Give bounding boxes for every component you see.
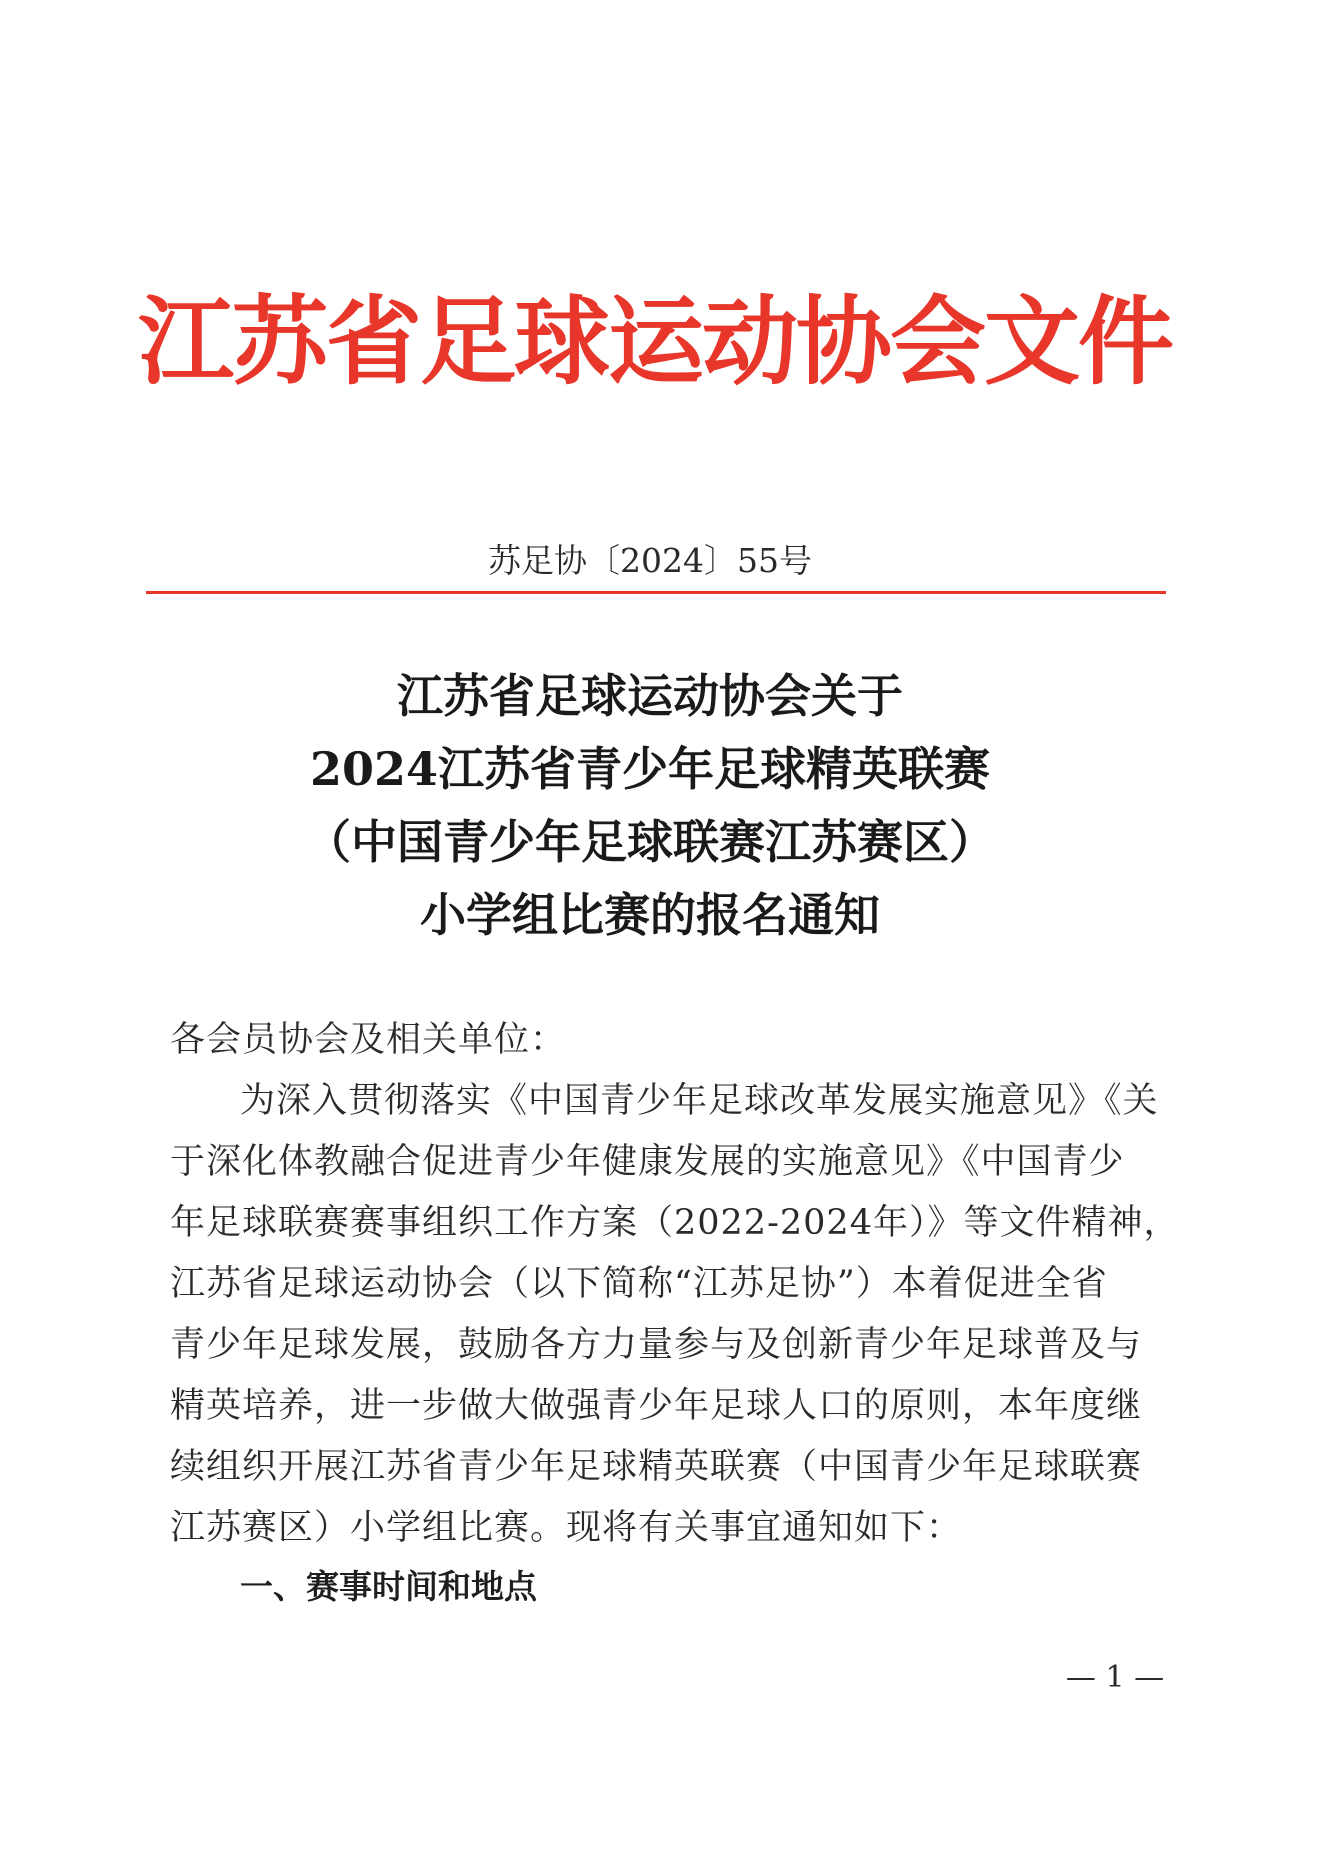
notice-title-line: （中国青少年足球联赛江苏赛区） <box>305 815 995 869</box>
body-line: 精英培养，进一步做大做强青少年足球人口的原则，本年度继 <box>170 1386 1143 1426</box>
body-line: 青少年足球发展，鼓励各方力量参与及创新青少年足球普及与 <box>170 1325 1143 1365</box>
body-line: 续组织开展江苏省青少年足球精英联赛（中国青少年足球联赛 <box>170 1447 1143 1487</box>
notice-title-line: 2024江苏省青少年足球精英联赛 <box>309 742 991 796</box>
red-divider-line <box>146 591 1166 594</box>
body-line: 年足球联赛赛事组织工作方案（2022-2024年）》等文件精神， <box>170 1203 1180 1243</box>
body-line: 江苏赛区）小学组比赛。现将有关事宜通知如下： <box>170 1508 963 1548</box>
body-line: 为深入贯彻落实《中国青少年足球改革发展实施意见》《关 <box>240 1081 1159 1121</box>
section-heading: 一、赛事时间和地点 <box>240 1567 537 1606</box>
notice-title <box>200 660 1100 952</box>
notice-title-line: 小学组比赛的报名通知 <box>420 888 880 942</box>
notice-body <box>170 1010 1180 1559</box>
notice-title-line: 江苏省足球运动协会关于 <box>397 669 903 723</box>
body-line: 江苏省足球运动协会（以下简称“江苏足协”）本着促进全省 <box>170 1264 1108 1304</box>
document-number: 苏足协〔2024〕55号 <box>488 541 812 580</box>
page-number: — 1 — <box>1065 1660 1165 1695</box>
body-line: 于深化体教融合促进青少年健康发展的实施意见》《中国青少 <box>170 1142 1125 1182</box>
issuer-header-title: 江苏省足球运动协会文件 <box>138 285 1172 398</box>
salutation: 各会员协会及相关单位： <box>170 1020 567 1060</box>
